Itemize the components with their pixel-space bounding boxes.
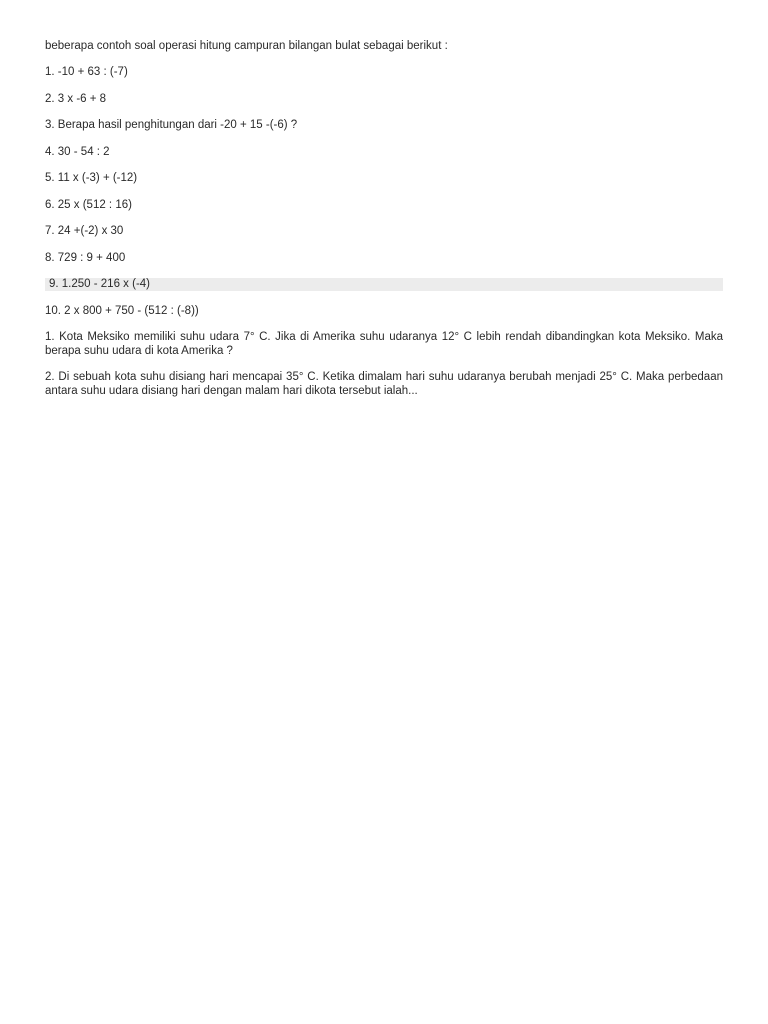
word-problem-1: 1. Kota Meksiko memiliki suhu udara 7° C. Jika di Amerika suhu udaranya 12° C lebih rendah dibandingkan kota Meksiko. Maka berapa suhu udara di kota Amerika ? [45,331,723,357]
question-6: 6. 25 x (512 : 16) [45,198,132,211]
question-1: 1. -10 + 63 : (-7) [45,66,128,78]
question-2: 2. 3 x -6 + 8 [45,92,107,105]
word-problem-2: 2. Di sebuah kota suhu disiang hari mencapai 35° C. Ketika dimalam hari suhu udaranya berubah menjadi 25° C. Maka perbedaan antara suhu udara disiang hari dengan malam hari dikota tersebut ialah... [45,371,723,397]
question-10: 10. 2 x 800 + 750 - (512 : (-8)) [45,304,199,317]
question-7: 7. 24 +(-2) x 30 [45,225,124,237]
question-5: 5. 11 x (-3) + (-12) [45,172,138,184]
document-body [45,40,723,411]
question-8: 8. 729 : 9 + 400 [45,251,126,264]
question-3: 3. Berapa hasil penghitungan dari -20 + 15 -(-6) ? [45,119,298,131]
question-4: 4. 30 - 54 : 2 [45,145,110,158]
question-9-highlighted: 9. 1.250 - 216 x (-4) [45,278,723,291]
intro-text: beberapa contoh soal operasi hitung campuran bilangan bulat sebagai berikut : [45,40,448,52]
